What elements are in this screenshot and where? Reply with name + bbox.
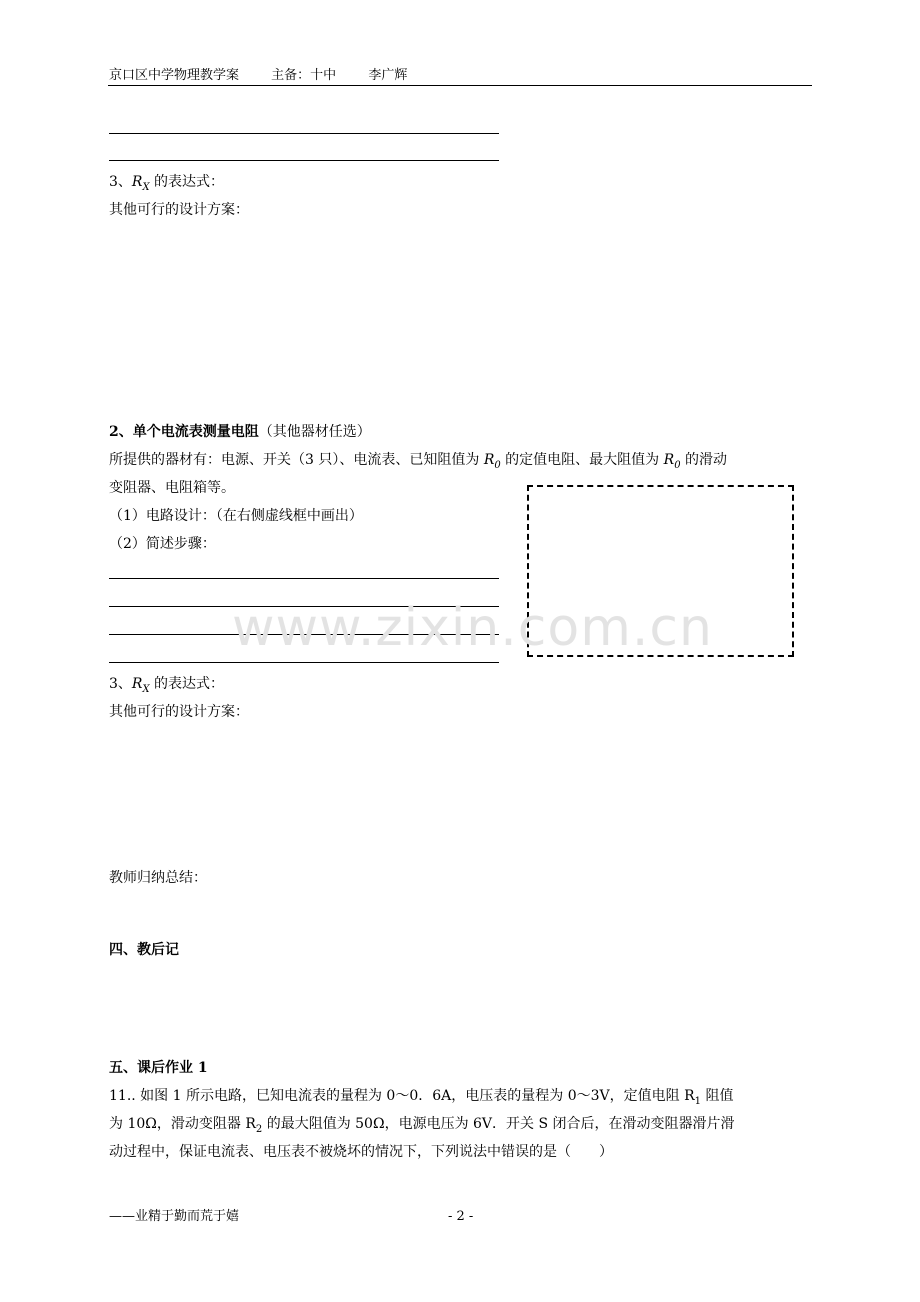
footer-motto: ——业精于勤而荒于嬉: [109, 1209, 240, 1224]
header-author-label: 主备：十中: [271, 68, 337, 83]
steps-label: （2）简述步骤：: [109, 536, 216, 552]
circuit-design-label: （1）电路设计：（在右侧虚线框中画出）: [109, 508, 363, 524]
section-heading: 五、课后作业 1: [109, 1060, 208, 1076]
watermark: www.zixin.com.cn: [232, 598, 713, 658]
page-header: [109, 66, 435, 86]
rx-expression-label: 3、$R_X$ 的表达式：: [109, 174, 225, 193]
equipment-text: 所提供的器材有：电源、开关（3 只）、电流表、已知阻值为 $R_0$ 的定值电阻、最大阻值为 $R_0$ 的滑动: [109, 452, 728, 471]
answer-line: [109, 133, 499, 134]
header-rule: [108, 85, 812, 86]
section-title: 2、单个电流表测量电阻（其他器材任选）: [109, 424, 371, 440]
other-designs-label: 其他可行的设计方案：: [109, 202, 249, 218]
problem-text: 动过程中，保证电流表、电压表不被烧坏的情况下，下列说法中错误的是（ ）: [109, 1144, 613, 1160]
rx-expression-label: 3、$R_X$ 的表达式：: [109, 676, 225, 695]
answer-line: [109, 578, 499, 579]
page-number: - 2 -: [448, 1209, 474, 1224]
answer-line: [109, 160, 499, 161]
teacher-summary-label: 教师归纳总结：: [109, 870, 207, 886]
section-heading: 四、教后记: [109, 942, 179, 958]
other-designs-label: 其他可行的设计方案：: [109, 704, 249, 720]
header-school: 京口区中学物理教学案: [109, 68, 240, 83]
problem-text: 11.. 如图 1 所示电路，巳知电流表的量程为 0～0．6A，电压表的量程为 0～3V，定值电阻 $R_1$ 阻值: [109, 1088, 734, 1107]
header-author-name: 李广辉: [368, 68, 408, 83]
equipment-text-cont: 变阻器、电阻箱等。: [109, 480, 235, 496]
problem-text: 为 10Ω，滑动变阻器 $R_2$ 的最大阻值为 50Ω，电源电压为 6V．开关 S 闭合后，在滑动变阻器滑片滑: [109, 1116, 735, 1135]
answer-line: [109, 662, 499, 663]
